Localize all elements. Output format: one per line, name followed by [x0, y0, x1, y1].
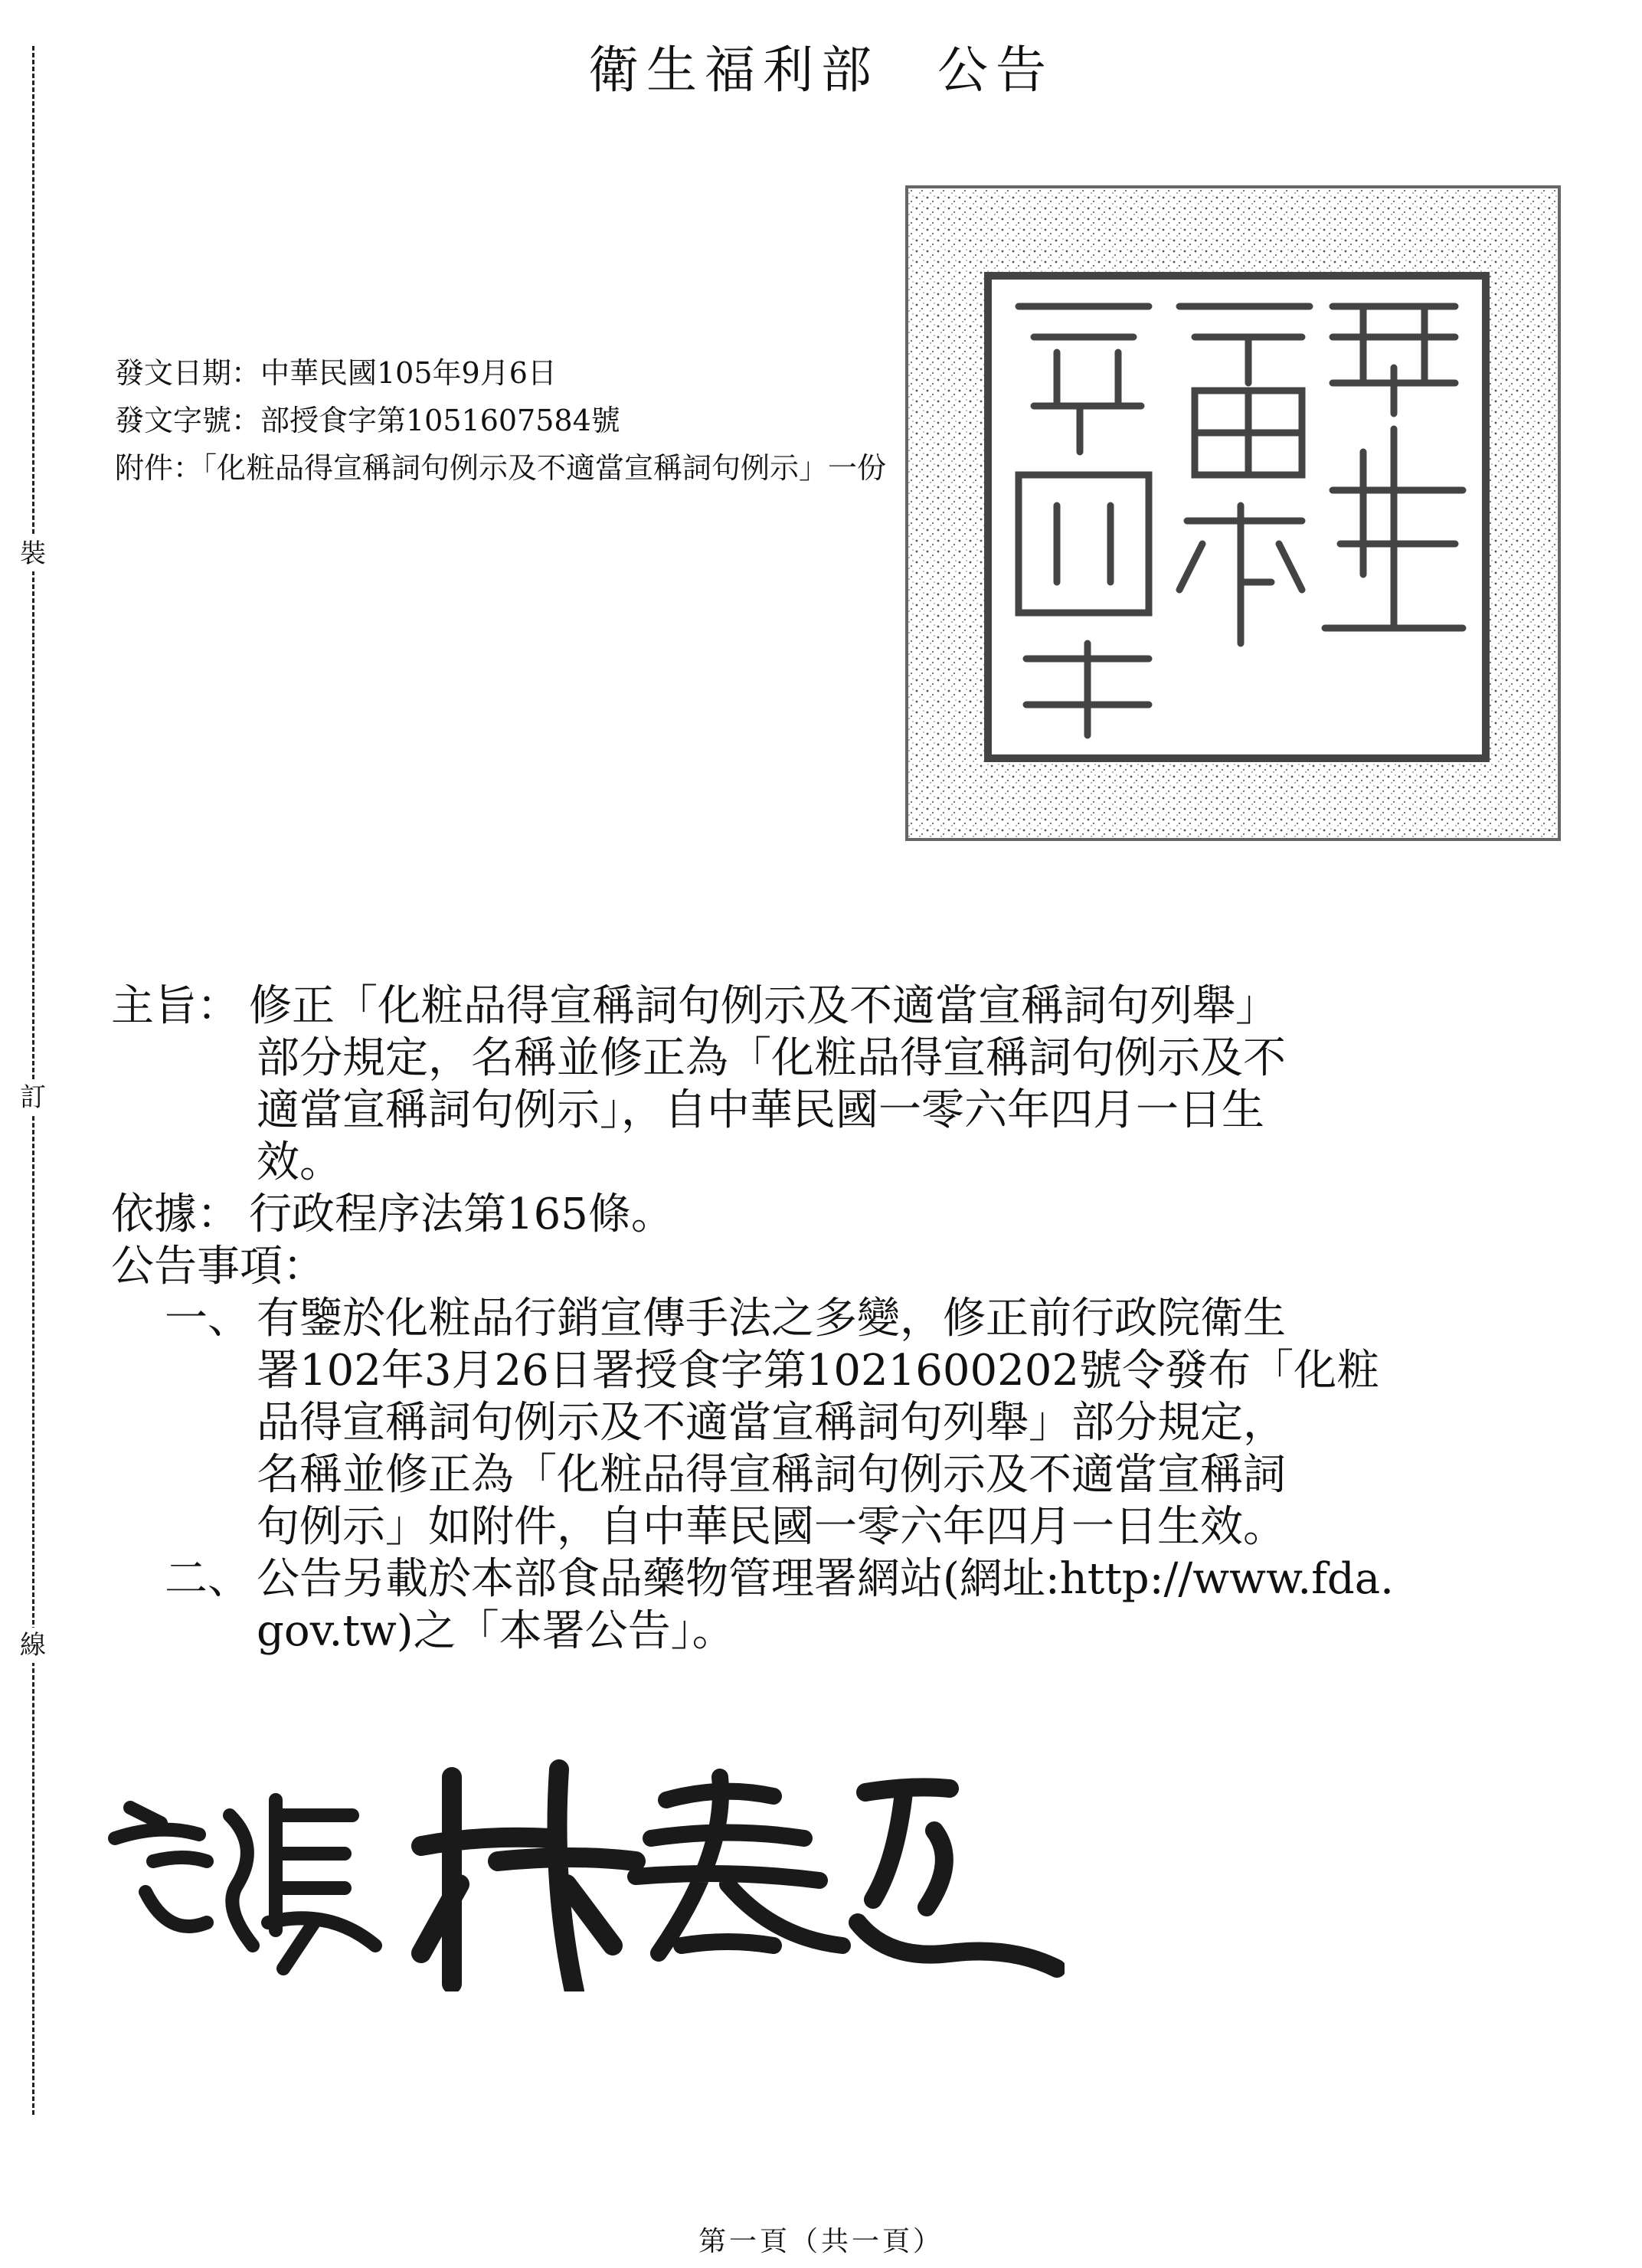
subject-label: 主旨： — [111, 981, 240, 1031]
minister-signature — [100, 1746, 1065, 1991]
binding-char-ding: 訂 — [15, 1080, 51, 1115]
seal-inner-frame — [988, 276, 1486, 758]
document-number: 發文字號：部授食字第1051607584號 — [115, 404, 620, 437]
basis-text: 行政程序法第165條。 — [249, 1190, 674, 1239]
item-1-line: 名稱並修正為「化粧品得宣稱詞句例示及不適當宣稱詞 — [257, 1450, 1286, 1500]
item-1-line: 句例示」如附件，自中華民國一零六年四月一日生效。 — [257, 1502, 1286, 1552]
subject-line: 部分規定，名稱並修正為「化粧品得宣稱詞句例示及不 — [257, 1033, 1286, 1083]
item-2-line: 公告另載於本部食品藥物管理署網站(網址:http://www.fda. — [257, 1554, 1394, 1604]
subject-line: 效。 — [257, 1137, 342, 1187]
attachment-line: 附件：「化粧品得宣稱詞句例示及不適當宣稱詞句例示」一份 — [115, 451, 887, 485]
subject-line: 修正「化粧品得宣稱詞句例示及不適當宣稱詞句列舉」 — [249, 981, 1278, 1031]
binding-char-xian: 線 — [15, 1628, 51, 1663]
item-2-marker: 二、 — [165, 1554, 250, 1604]
official-seal-stamp — [904, 184, 1562, 843]
item-1-line: 有鑒於化粧品行銷宣傳手法之多變，修正前行政院衛生 — [257, 1294, 1286, 1343]
item-2-line: gov.tw)之「本署公告」。 — [257, 1606, 735, 1656]
page-number-footer: 第一頁（共一頁） — [698, 2226, 944, 2257]
subject-line: 適當宣稱詞句例示」，自中華民國一零六年四月一日生 — [257, 1085, 1264, 1135]
item-1-line: 品得宣稱詞句例示及不適當宣稱詞句列舉」部分規定， — [257, 1398, 1286, 1448]
binding-char-zhuang: 裝 — [15, 536, 51, 571]
issue-date: 發文日期：中華民國105年9月6日 — [115, 356, 557, 390]
notice-body — [111, 980, 1505, 1654]
basis-label: 依據： — [111, 1190, 240, 1239]
item-1-marker: 一、 — [165, 1294, 250, 1343]
document-title: 衛生福利部 公告 — [588, 41, 1054, 100]
item-1-line: 署102年3月26日署授食字第1021600202號令發布「化粧 — [257, 1346, 1380, 1396]
notice-items-label: 公告事項： — [111, 1242, 325, 1291]
